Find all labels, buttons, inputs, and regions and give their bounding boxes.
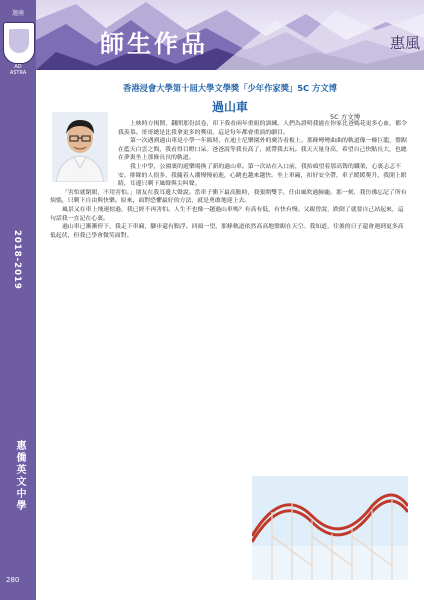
left-sidebar [0,0,36,600]
header-banner [36,0,424,70]
paragraph-2: 第一次遇到過山車是小學一年級時，在迪士尼樂園外的廣告看板上。那條彎彎曲曲的軌道像一條巨龍，盤踞在藍天白雲之間，我看得目瞪口呆。爸爸說等我長高了，就帶我去玩。我天天量身高，希望自己快點長大，也總在夢裏坐上那條長長的軌道。 [118,138,407,162]
roller-coaster-photo [252,476,408,580]
school-year: 2018-2019 [12,230,22,290]
crest-motto: AD ASTRA [9,64,27,76]
competition-title: 香港浸會大學第十屆大學文學獎「少年作家獎」5C 方文博 [123,83,337,93]
column-name: 惠風 [390,34,421,52]
school-name-top: 迦南 [11,10,24,17]
paragraph-6: 過山車已漸漸停下，我走下車廂，腳步還有點浮。回頭一望，那條軌道依然高高地盤踞在天空。我知道，往後的日子還會遇到更多高低起伏，但我已學會微笑面對。 [50,224,404,239]
mountain-banner-art [36,0,424,70]
author-byline: 5C 方文博 [330,113,361,121]
school-crest [3,22,35,64]
decorative-watermark [18,90,48,490]
section-title: 師生作品 [100,30,208,58]
essay-title: 過山車 [211,100,248,114]
school-name-vertical: 惠僑英文中學 [14,440,25,512]
paragraph-3: 我上中學，公園裏的遊樂場換了新的過山車。第一次站在入口前，我抬頭望着那高聳的鐵架，心裏忐忑不安。排隊的人很多，我隨着人潮慢慢前進，心跳也越來越快。坐上車廂，扣好安全帶，車子緩緩爬升，我閉上眼睛，耳邊只剩下風聲與尖叫聲。 [118,163,407,188]
paragraph-1: 上映時方揭開，翻開那份試卷，印下我看兩年重組的訓練。人們為證明我能在你家比爸媽花更多心血，都令我羨慕。哥哥總是比我拿更多的獎項，這是每年都會重演的劇目。 [118,121,407,136]
page-number: 280 [6,576,20,584]
paragraph-4: 「害怕就閉眼，不用害怕。」朋友在我耳邊大聲說。當車子衝下最高點時，我張開雙手，任由風吹過臉龐。那一刻，我彷彿忘記了所有煩惱，只剩下自由與快樂。原來，面對恐懼最好的方法，就是勇敢地迎上去。 [50,189,407,205]
paragraph-5: 風景又在車上飛速掠過，我已經不再害怕。人生不也像一趟過山車嗎？有高有低，有快有慢。父親曾說，跌倒了就要自己站起來，這句話我一直記在心裏。 [50,206,404,222]
